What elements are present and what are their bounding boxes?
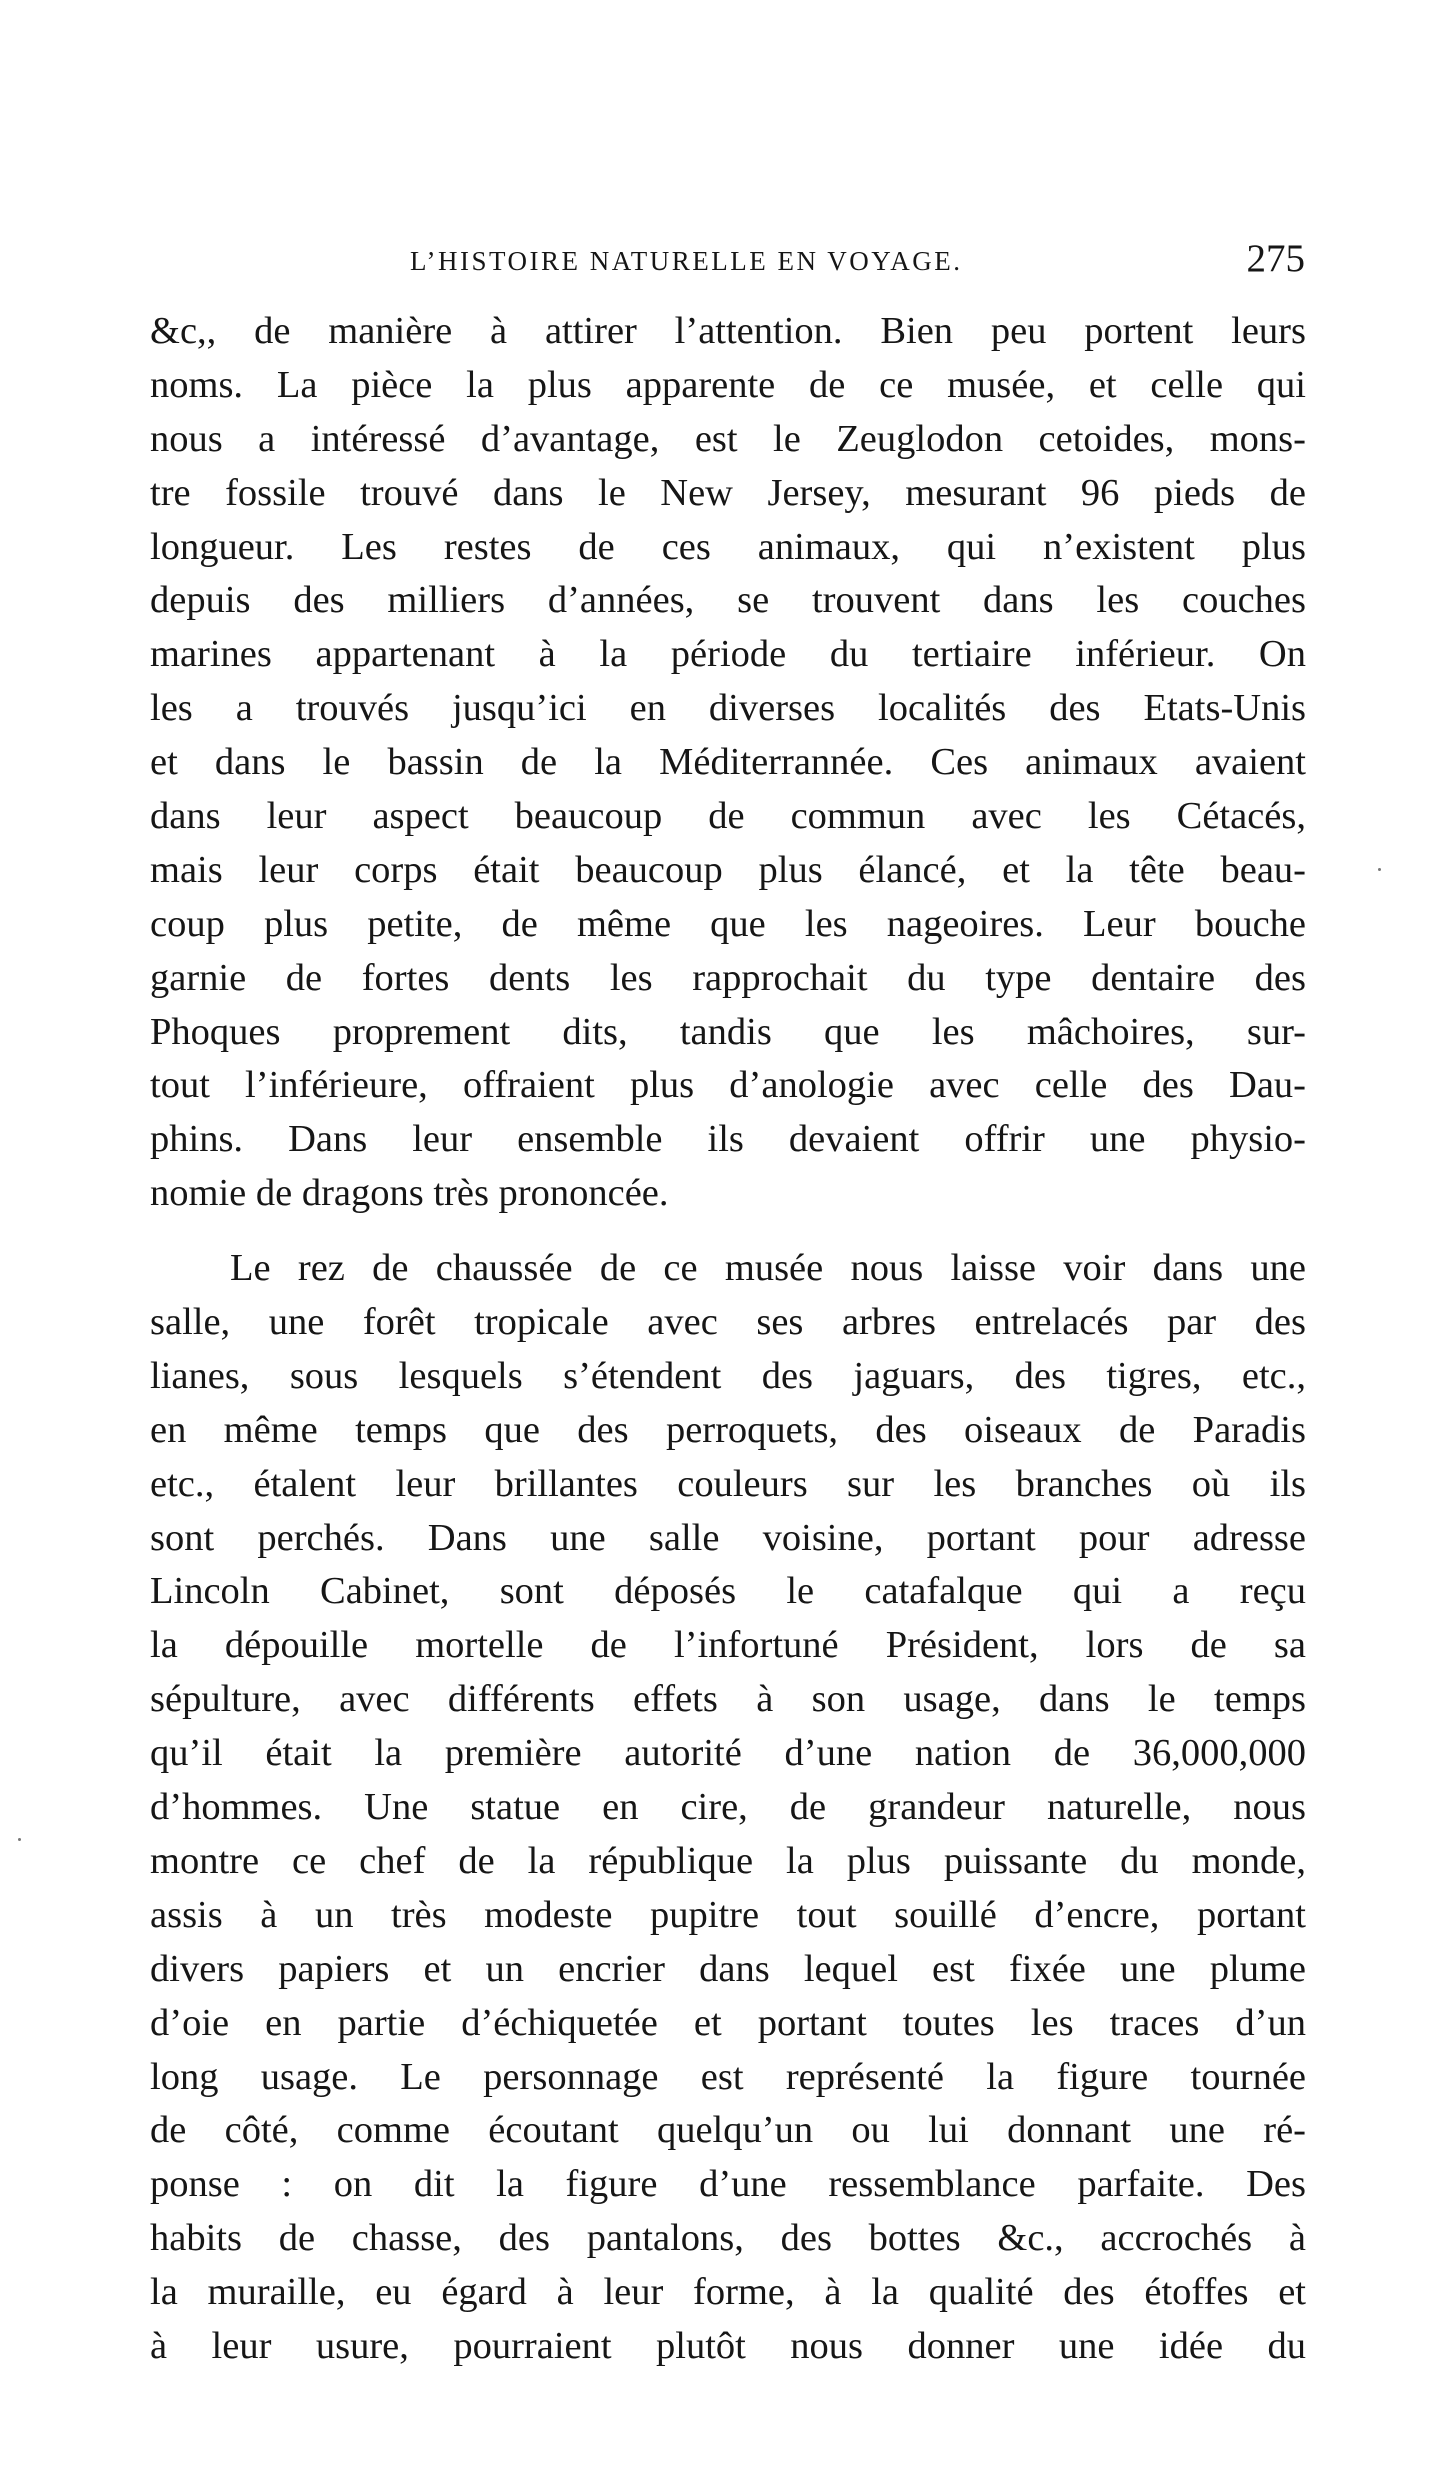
text-line: et dans le bassin de la Méditerrannée. Ces animaux avaient <box>150 741 1306 784</box>
text-line: nomie de dragons très prononcée. <box>150 1172 669 1215</box>
text-line: la dépouille mortelle de l’infortuné Président, lors de sa <box>150 1624 1306 1667</box>
text-line: phins. Dans leur ensemble ils devaient offrir une physio- <box>150 1118 1306 1161</box>
text-line: divers papiers et un encrier dans lequel est fixée une plume <box>150 1947 1306 1990</box>
text-line: tre fossile trouvé dans le New Jersey, mesurant 96 pieds de <box>150 471 1306 514</box>
text-line: d’oie en partie d’échiquetée et portant toutes les traces d’un <box>150 2001 1306 2044</box>
paragraph-2 <box>150 1242 1306 2374</box>
text-line: long usage. Le personnage est représenté la figure tournée <box>150 2055 1306 2098</box>
text-line: de côté, comme écoutant quelqu’un ou lui donnant une ré- <box>150 2109 1306 2152</box>
text-line: les a trouvés jusqu’ici en diverses localités des Etats-Unis <box>150 687 1306 730</box>
text-line: etc., étalent leur brillantes couleurs sur les branches où ils <box>150 1462 1306 1505</box>
paragraph-1 <box>150 305 1306 1221</box>
text-line: &c,, de manière à attirer l’attention. Bien peu portent leurs <box>150 310 1306 352</box>
text-line: à leur usure, pourraient plutôt nous donner une idée du <box>150 2324 1306 2367</box>
text-line: la muraille, eu égard à leur forme, à la qualité des étoffes et <box>150 2271 1306 2314</box>
text-line: dans leur aspect beaucoup de commun avec les Cétacés, <box>150 795 1306 838</box>
text-line: marines appartenant à la période du tertiaire inférieur. On <box>150 633 1306 676</box>
running-title: L’HISTOIRE NATURELLE EN VOYAGE. <box>410 246 963 276</box>
text-line: depuis des milliers d’années, se trouvent dans les couches <box>150 579 1306 622</box>
text-line: salle, une forêt tropicale avec ses arbres entrelacés par des <box>150 1301 1306 1344</box>
paper-speck <box>1378 868 1381 871</box>
text-line: tout l’inférieure, offraient plus d’anologie avec celle des Dau- <box>150 1064 1306 1107</box>
text-line: qu’il était la première autorité d’une nation de 36,000,000 <box>150 1732 1306 1775</box>
text-line: lianes, sous lesquels s’étendent des jaguars, des tigres, etc., <box>150 1354 1306 1397</box>
text-line: noms. La pièce la plus apparente de ce musée, et celle qui <box>150 363 1306 406</box>
text-line: Phoques proprement dits, tandis que les mâchoires, sur- <box>150 1010 1306 1053</box>
text-line: assis à un très modeste pupitre tout souillé d’encre, portant <box>150 1893 1306 1936</box>
text-line: garnie de fortes dents les rapprochait du type dentaire des <box>150 956 1306 999</box>
page-number: 275 <box>1246 237 1305 280</box>
text-line: ponse : on dit la figure d’une ressemblance parfaite. Des <box>150 2163 1306 2206</box>
text-line: Le rez de chaussée de ce musée nous laisse voir dans une <box>230 1247 1306 1290</box>
text-line: en même temps que des perroquets, des oiseaux de Paradis <box>150 1408 1306 1451</box>
body-text <box>150 305 1306 2374</box>
text-line: habits de chasse, des pantalons, des bottes &c., accrochés à <box>150 2217 1306 2260</box>
text-line: sont perchés. Dans une salle voisine, portant pour adresse <box>150 1516 1306 1559</box>
text-line: Lincoln Cabinet, sont déposés le catafalque qui a reçu <box>150 1570 1306 1613</box>
text-line: longueur. Les restes de ces animaux, qui n’existent plus <box>150 525 1306 568</box>
text-line: mais leur corps était beaucoup plus élancé, et la tête beau- <box>150 848 1306 891</box>
text-line: nous a intéressé d’avantage, est le Zeuglodon cetoides, mons- <box>150 417 1306 460</box>
running-header <box>160 236 1305 286</box>
text-line: d’hommes. Une statue en cire, de grandeur naturelle, nous <box>150 1786 1306 1829</box>
text-line: coup plus petite, de même que les nageoires. Leur bouche <box>150 902 1306 945</box>
text-line: montre ce chef de la république la plus puissante du monde, <box>150 1839 1306 1882</box>
text-line: sépulture, avec différents effets à son usage, dans le temps <box>150 1678 1306 1721</box>
paper-speck <box>18 1838 21 1841</box>
